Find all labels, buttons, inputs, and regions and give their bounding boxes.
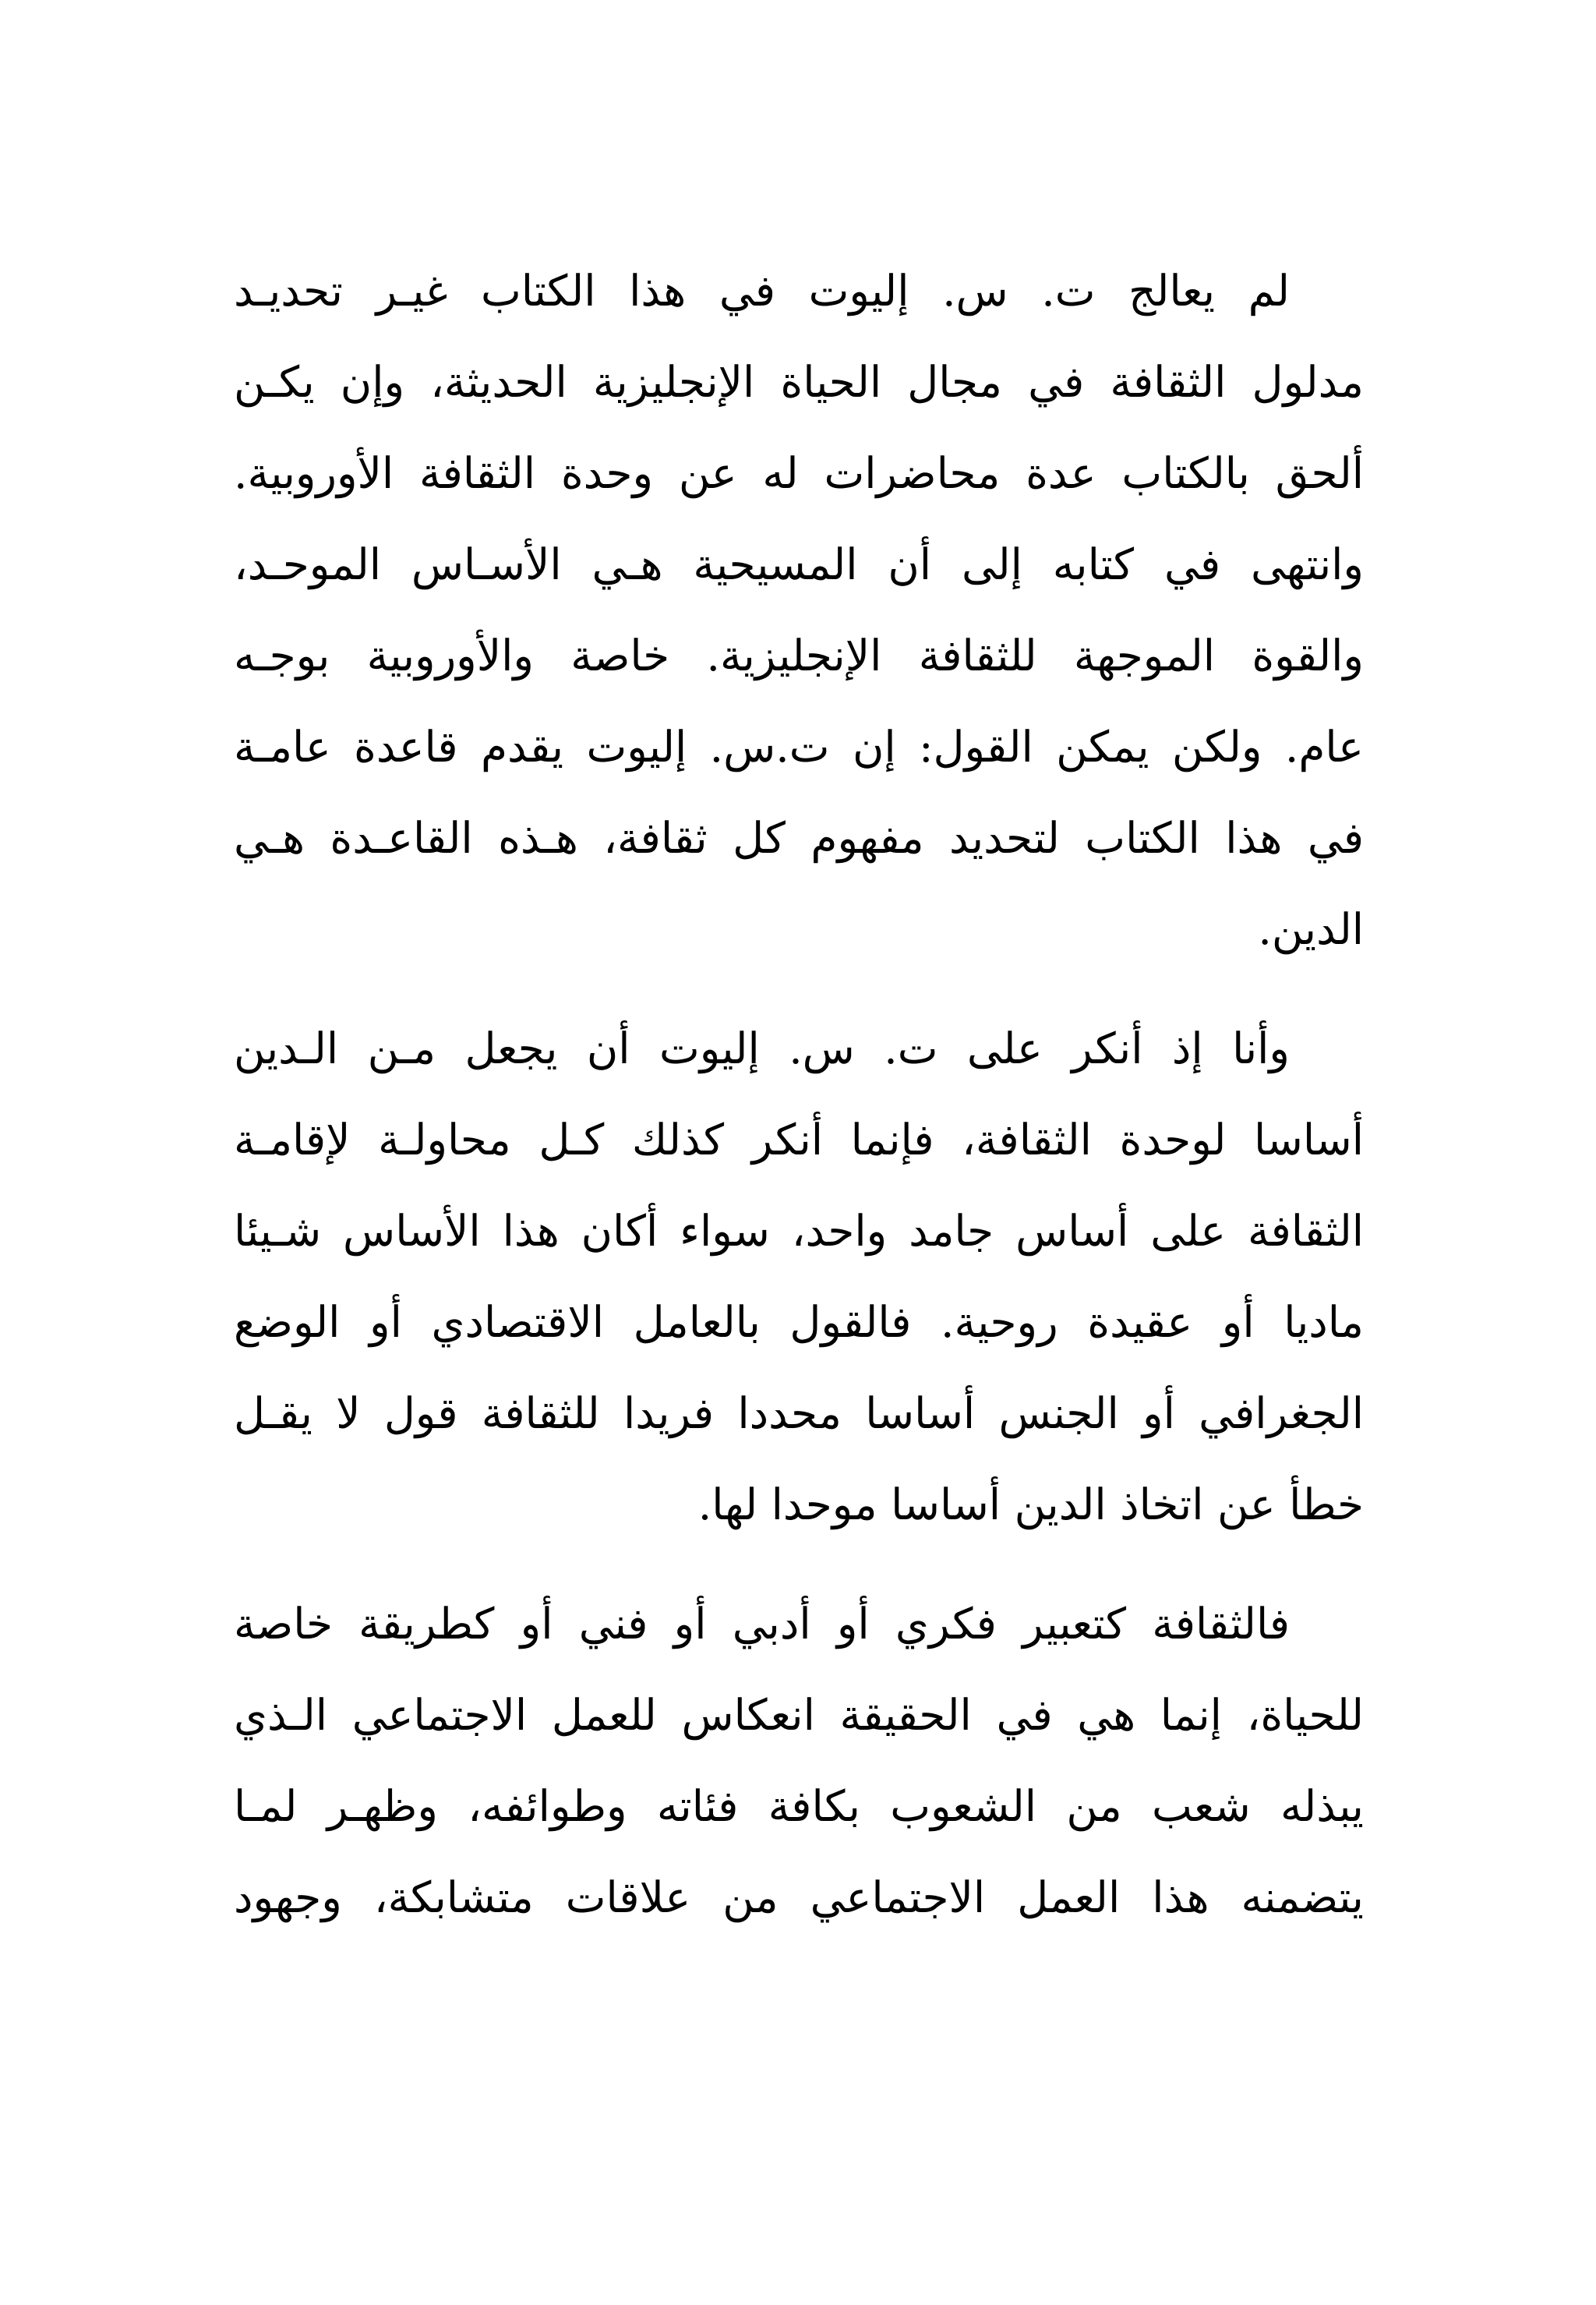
text-line: عام. ولكن يمكن القول: إن ت.س. إليوت يقدم قاعدة عامـة [234,722,1364,772]
text-line: ألحق بالكتاب عدة محاضرات له عن وحدة الثقافة الأوروبية. [234,448,1364,498]
text-line: يبذله شعب من الشعوب بكافة فئاته وطوائفه، وظهـر لمـا [234,1781,1364,1831]
text-line: الدين. [1258,904,1364,954]
text-line: وأنا إذ أنكر على ت. س. إليوت أن يجعل مـن الـدين [234,1023,1290,1073]
paragraph-1 [234,246,1364,975]
text-line: فالثقافة كتعبير فكري أو أدبي أو فني أو كطريقة خاصة [234,1599,1290,1649]
body-text [234,246,1364,1943]
text-line: لم يعالج ت. س. إليوت في هذا الكتاب غيـر تحديـد [234,266,1290,316]
paragraph-2 [234,1003,1364,1550]
text-line: للحياة، إنما هي في الحقيقة انعكاس للعمل الاجتماعي الـذي [234,1690,1364,1740]
paragraph-3 [234,1579,1364,1943]
text-line: أساسا لوحدة الثقافة، فإنما أنكر كذلك كـل محاولـة لإقامـة [234,1115,1364,1165]
text-line: الجغرافي أو الجنس أساسا محددا فريدا للثقافة قول لا يقـل [234,1388,1364,1438]
text-line: خطأ عن اتخاذ الدين أساسا موحدا لها. [697,1480,1364,1529]
text-line: في هذا الكتاب لتحديد مفهوم كل ثقافة، هـذه القاعـدة هـي [234,813,1364,863]
text-line: مدلول الثقافة في مجال الحياة الإنجليزية الحديثة، وإن يكـن [234,357,1364,407]
text-line: يتضمنه هذا العمل الاجتماعي من علاقات متشابكة، وجهود [234,1872,1364,1922]
text-line: وانتهى في كتابه إلى أن المسيحية هـي الأسـاس الموحـد، [234,539,1364,589]
text-line: الثقافة على أساس جامد واحد، سواء أكان هذا الأساس شـيئا [234,1206,1364,1256]
text-line: ماديا أو عقيدة روحية. فالقول بالعامل الاقتصادي أو الوضع [234,1297,1364,1347]
text-line: والقوة الموجهة للثقافة الإنجليزية. خاصة والأوروبية بوجـه [234,631,1364,681]
